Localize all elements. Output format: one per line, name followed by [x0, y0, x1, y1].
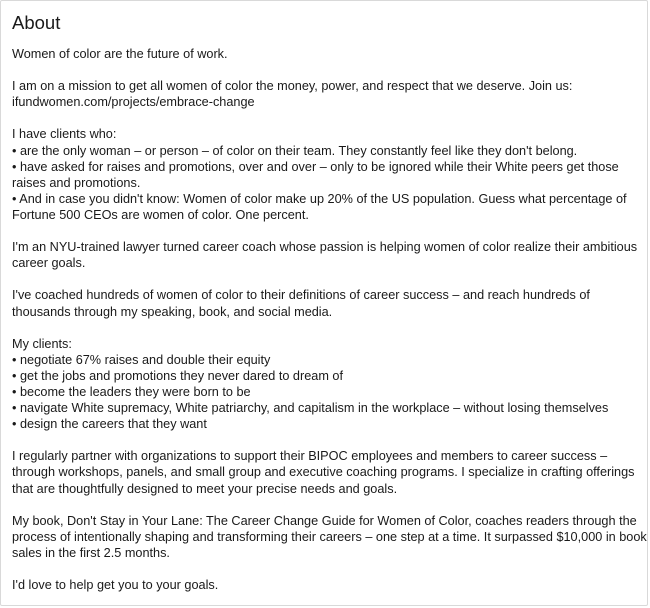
about-paragraph-1: [12, 46, 644, 62]
list-item: • have asked for raises and promotions, over and over – only to be ignored while their White peers get those: [12, 159, 619, 174]
about-paragraph-7: [12, 448, 644, 496]
list-item: • become the leaders they were born to be: [12, 384, 251, 399]
about-paragraph-9: [12, 577, 644, 593]
list-item: • get the jobs and promotions they never dared to dream of: [12, 368, 343, 383]
text-line: that are thoughtfully designed to meet your precise needs and goals.: [12, 481, 398, 496]
text-line: My book, Don't Stay in Your Lane: The Career Change Guide for Women of Color, coaches readers through the: [12, 513, 637, 528]
list-item: • navigate White supremacy, White patriarchy, and capitalism in the workplace – without losing themselves: [12, 401, 609, 416]
text-line: thousands through my speaking, book, and social media.: [12, 304, 333, 319]
list-item: • negotiate 67% raises and double their equity: [12, 352, 271, 367]
list-item: • And in case you didn't know: Women of color make up 20% of the US population. Guess what percentage of: [12, 191, 627, 206]
about-text: [12, 46, 647, 593]
list-item-continuation: raises and promotions.: [12, 175, 141, 190]
text-line: I have clients who:: [12, 127, 117, 142]
text-line: Women of color are the future of work.: [12, 47, 228, 61]
text-line: I regularly partner with organizations to support their BIPOC employees and members to career success –: [12, 449, 608, 464]
text-line: through workshops, panels, and small group and executive coaching programs. I specialize in crafting offerings: [12, 465, 635, 480]
text-line: career goals.: [12, 256, 86, 271]
crowdfunding-link-text: ifundwomen.com/projects/embrace-change: [12, 95, 255, 110]
list-item: • are the only woman – or person – of color on their team. They constantly feel like they don't belong.: [12, 143, 578, 158]
text-line: I've coached hundreds of women of color to their definitions of career success – and reach hundreds of: [12, 288, 590, 303]
text-line: I'd love to help get you to your goals.: [12, 578, 219, 593]
list-item-continuation: Fortune 500 CEOs are women of color. One percent.: [12, 207, 309, 222]
text-line: My clients:: [12, 336, 72, 351]
list-item: • design the careers that they want: [12, 417, 207, 432]
about-paragraph-6: [12, 336, 644, 433]
text-line: sales in the first 2.5 months.: [12, 545, 170, 560]
section-title: About: [12, 12, 61, 33]
about-paragraph-4: [12, 239, 644, 271]
about-paragraph-5: [12, 287, 644, 319]
text-line: I'm an NYU-trained lawyer turned career coach whose passion is helping women of color realize their ambitious: [12, 240, 638, 255]
about-paragraph-3: [12, 126, 644, 223]
text-line: process of intentionally shaping and transforming their careers – one step at a time. It surpassed $10,000 in book: [12, 529, 647, 544]
about-paragraph-8: [12, 513, 647, 561]
about-paragraph-2: [12, 78, 644, 110]
text-line: I am on a mission to get all women of color the money, power, and respect that we deserve. Join us:: [12, 79, 573, 94]
